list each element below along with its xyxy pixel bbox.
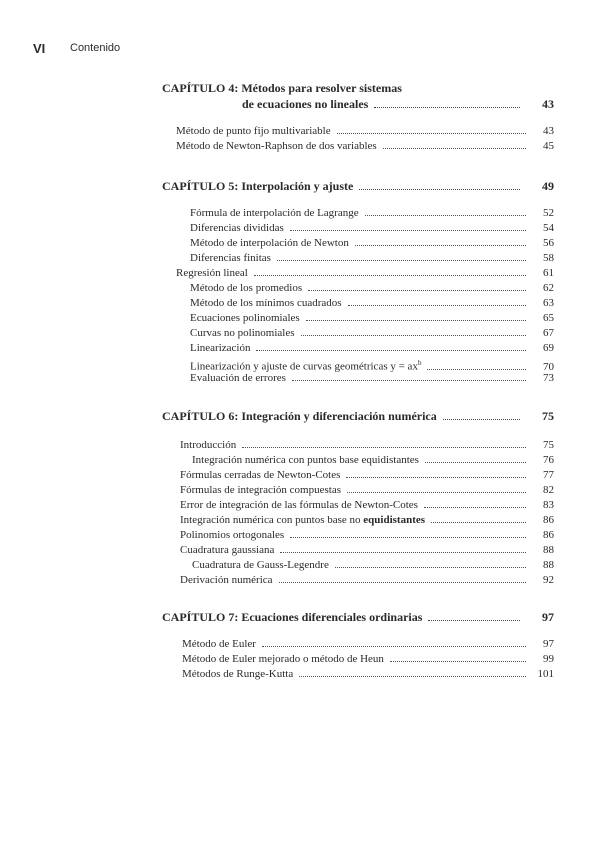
entry-page: 77 <box>543 469 554 481</box>
entry-title: Linearización y ajuste de curvas geométricas $y = ax^b$ <box>190 359 422 373</box>
dot-leader <box>355 245 526 246</box>
dot-leader <box>425 462 526 463</box>
entry-title: Método de Newton-Raphson de dos variables <box>176 140 377 152</box>
dot-leader <box>262 646 526 647</box>
toc-entry <box>180 498 554 513</box>
chapter-5-entries <box>176 206 554 386</box>
entry-page: 82 <box>543 484 554 496</box>
chapter-5-heading <box>162 178 554 194</box>
entry-page: 88 <box>543 559 554 571</box>
entry-title: Curvas no polinomiales <box>190 327 295 339</box>
chapter-6-title: CAPÍTULO 6: Integración y diferenciación numérica <box>162 409 437 423</box>
toc-entry <box>176 281 554 296</box>
chapter-6-entries <box>180 438 554 588</box>
toc-entry <box>182 637 554 652</box>
entry-title: Cuadratura gaussiana <box>180 544 275 556</box>
entry-title: Método de los mínimos cuadrados <box>190 297 342 309</box>
entry-page: 65 <box>543 312 554 324</box>
toc-entry <box>176 311 554 326</box>
entry-title: Error de integración de las fórmulas de Newton-Cotes <box>180 499 418 511</box>
dot-leader <box>280 552 526 553</box>
dot-leader <box>292 380 526 381</box>
entry-page: 52 <box>543 207 554 219</box>
toc-entry <box>180 438 554 453</box>
chapter-7-title: CAPÍTULO 7: Ecuaciones diferenciales ordinarias <box>162 610 423 624</box>
entry-title: Fórmulas cerradas de Newton-Cotes <box>180 469 341 481</box>
entry-page: 97 <box>543 638 554 650</box>
entry-page: 45 <box>543 140 554 152</box>
dot-leader <box>424 507 526 508</box>
toc-entry <box>176 326 554 341</box>
entry-title: Evaluación de errores <box>190 372 286 384</box>
entry-page: 99 <box>543 653 554 665</box>
toc-entry <box>176 266 554 281</box>
entry-title: Métodos de Runge-Kutta <box>182 668 294 680</box>
dot-leader <box>383 148 526 149</box>
dot-leader <box>242 447 526 448</box>
toc-entry <box>180 483 554 498</box>
entry-page: 76 <box>543 454 554 466</box>
entry-page: 56 <box>543 237 554 249</box>
entry-page: 63 <box>543 297 554 309</box>
dot-leader <box>277 260 526 261</box>
dot-leader <box>359 189 520 190</box>
toc-entry <box>176 221 554 236</box>
entry-page: 92 <box>543 574 554 586</box>
chapter-4-title-line2: de ecuaciones no lineales <box>242 97 369 111</box>
entry-page: 83 <box>543 499 554 511</box>
page-number: VI <box>33 41 46 56</box>
toc-entry <box>182 652 554 667</box>
dot-leader <box>306 320 526 321</box>
entry-title: Integración numérica con puntos base equidistantes <box>192 454 419 466</box>
chapter-7-heading <box>162 609 554 625</box>
entry-page: 101 <box>537 668 554 680</box>
dot-leader <box>279 582 526 583</box>
entry-page: 62 <box>543 282 554 294</box>
entry-page: 54 <box>543 222 554 234</box>
entry-title: Método de los promedios <box>190 282 303 294</box>
toc-entry <box>176 139 554 154</box>
chapter-4-page: 43 <box>542 97 554 111</box>
dot-leader <box>335 567 526 568</box>
dot-leader <box>290 230 526 231</box>
entry-title: Diferencias divididas <box>190 222 284 234</box>
dot-leader <box>428 620 520 621</box>
dot-leader <box>256 350 526 351</box>
chapter-5-page: 49 <box>542 179 554 193</box>
entry-page: 86 <box>543 529 554 541</box>
toc-entry <box>176 124 554 139</box>
entry-title: Diferencias finitas <box>190 252 271 264</box>
dot-leader <box>365 215 526 216</box>
chapter-5-title: CAPÍTULO 5: Interpolación y ajuste <box>162 179 354 193</box>
chapter-4-entries <box>176 124 554 154</box>
entry-title: Método de Euler <box>182 638 256 650</box>
chapter-6-heading <box>162 408 554 424</box>
entry-page: 86 <box>543 514 554 526</box>
chapter-7-entries <box>182 637 554 682</box>
entry-title: Fórmulas de integración compuestas <box>180 484 341 496</box>
dot-leader <box>431 522 526 523</box>
dot-leader <box>299 676 526 677</box>
chapter-4-heading <box>162 80 554 112</box>
toc-entry <box>180 468 554 483</box>
dot-leader <box>346 477 526 478</box>
dot-leader <box>308 290 526 291</box>
toc-entry <box>176 251 554 266</box>
entry-title: Ecuaciones polinomiales <box>190 312 300 324</box>
entry-page: 73 <box>543 372 554 384</box>
entry-title: Cuadratura de Gauss-Legendre <box>192 559 329 571</box>
dot-leader <box>390 661 526 662</box>
entry-title: Introducción <box>180 439 237 451</box>
entry-page: 88 <box>543 544 554 556</box>
dot-leader <box>301 335 527 336</box>
entry-page: 58 <box>543 252 554 264</box>
dot-leader <box>254 275 526 276</box>
dot-leader <box>290 537 526 538</box>
toc-entry <box>180 543 554 558</box>
dot-leader <box>347 492 526 493</box>
running-title: Contenido <box>70 42 121 54</box>
entry-title: Método de Euler mejorado o método de Heun <box>182 653 384 665</box>
dot-leader <box>348 305 526 306</box>
toc-entry <box>176 356 554 371</box>
entry-page: 69 <box>543 342 554 354</box>
dot-leader <box>427 369 526 370</box>
chapter-6-page: 75 <box>542 409 554 423</box>
toc-entry <box>180 573 554 588</box>
entry-page: 75 <box>543 439 554 451</box>
toc-entry <box>180 453 554 468</box>
entry-page: 43 <box>543 125 554 137</box>
entry-title: Método de punto fijo multivariable <box>176 125 331 137</box>
entry-title: Fórmula de interpolación de Lagrange <box>190 207 359 219</box>
dot-leader <box>337 133 526 134</box>
toc-entry <box>180 558 554 573</box>
toc-entry <box>182 667 554 682</box>
chapter-7-page: 97 <box>542 610 554 624</box>
toc-entry <box>176 341 554 356</box>
entry-page: 61 <box>543 267 554 279</box>
toc-entry <box>180 528 554 543</box>
chapter-4-title: CAPÍTULO 4: Métodos para resolver sistemas <box>162 81 402 95</box>
entry-title: Derivación numérica <box>180 574 273 586</box>
entry-title: Integración numérica con puntos base no equidistantes <box>180 514 426 526</box>
toc-entry <box>176 236 554 251</box>
entry-title: Regresión lineal <box>176 267 248 279</box>
entry-page: 67 <box>543 327 554 339</box>
entry-title: Método de interpolación de Newton <box>190 237 349 249</box>
dot-leader <box>374 107 520 108</box>
dot-leader <box>443 419 520 420</box>
entry-page: 70 <box>543 360 554 373</box>
entry-title: Polinomios ortogonales <box>180 529 285 541</box>
toc-entry <box>180 513 554 528</box>
toc-entry <box>176 296 554 311</box>
toc-entry <box>176 206 554 221</box>
entry-title: Linearización <box>190 342 251 354</box>
